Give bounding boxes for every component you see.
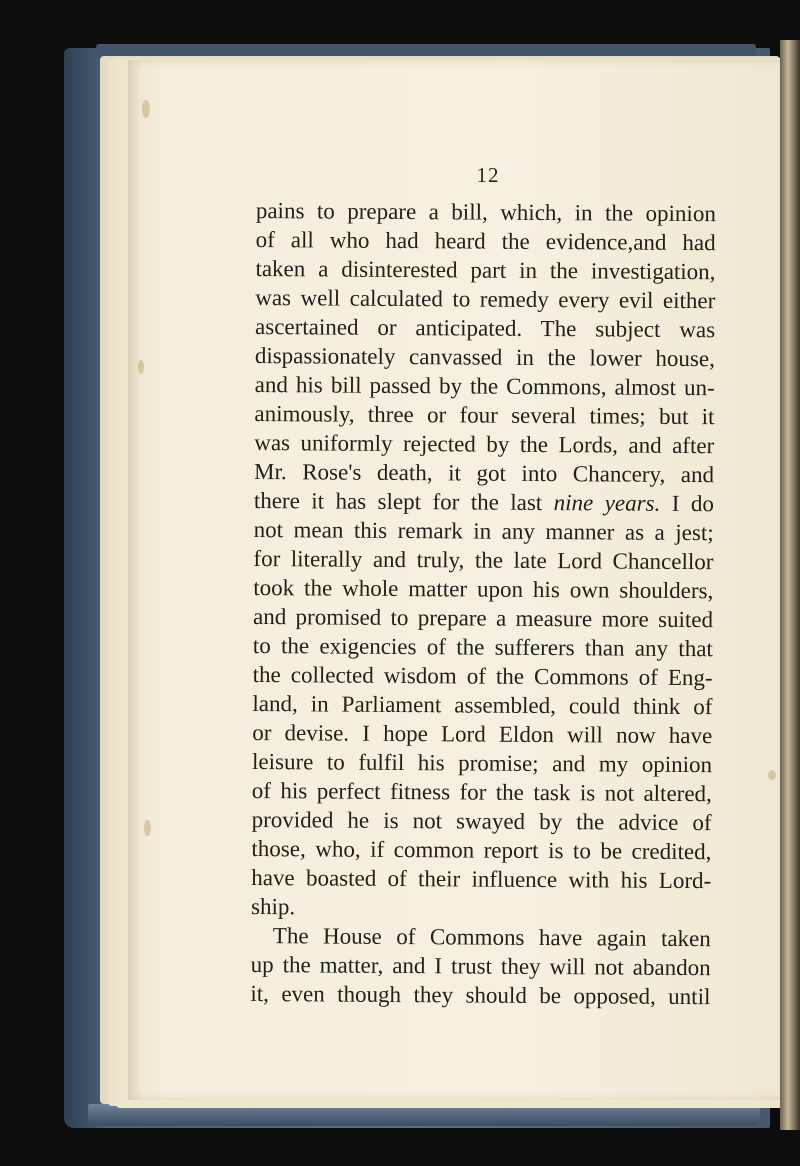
text-line: or devise. I hope Lord Eldon will now have (252, 719, 713, 749)
text-line: ship. (250, 893, 296, 920)
text-line: leisure to fulfil his promise; and my opinion (251, 748, 713, 778)
text-line: have boasted of their influence with his Lord- (251, 864, 712, 894)
text-fragment: there it has slept for the last (253, 487, 543, 516)
text-fragment: I do (671, 490, 714, 517)
text-line: took the whole matter upon his own shoulders, (253, 574, 714, 604)
text-line: animously, three or four several times; but it (254, 400, 715, 430)
text-line-with-italic (254, 486, 714, 518)
text-line: up the matter, and I trust they will not abandon (250, 951, 711, 981)
italic-phrase: nine years. (553, 490, 661, 516)
text-line: ascertained or anticipated. The subject was (255, 313, 716, 343)
foxing-stain (144, 820, 151, 836)
text-line: The House of Commons have again taken (272, 923, 711, 952)
page-number: 12 (476, 163, 500, 187)
text-line: was well calculated to remedy every evil either (255, 284, 716, 314)
text-line: to the exigencies of the sufferers than any that (252, 632, 713, 662)
text-line: was uniformly rejected by the Lords, and after (254, 429, 715, 459)
text-line: of all who had heard the evidence,and had (255, 226, 716, 256)
text-line: pains to prepare a bill, which, in the opinion (255, 197, 716, 227)
text-line: for literally and truly, the late Lord Chancellor (253, 545, 714, 575)
text-line: and promised to prepare a measure more suited (252, 603, 714, 633)
text-line: of his perfect fitness for the task is not altered, (251, 777, 712, 807)
text-line: Mr. Rose's death, it got into Chancery, and (253, 458, 715, 488)
foxing-stain (138, 360, 144, 374)
text-line: land, in Parliament assembled, could think of (252, 690, 713, 720)
text-line: taken a disinterested part in the investigation, (255, 255, 716, 285)
text-line: provided he is not swayed by the advice of (251, 806, 712, 836)
text-line: the collected wisdom of the Commons of Eng- (252, 661, 713, 691)
text-line: dispassionately canvassed in the lower house, (254, 342, 715, 372)
following-pages-edge (780, 40, 800, 1130)
foxing-stain (142, 100, 150, 118)
text-line: it, even though they should be opposed, until (250, 980, 711, 1010)
text-line: not mean this remark in any manner as a jest; (253, 516, 714, 546)
text-line: and his bill passed by the Commons, almost un- (254, 371, 715, 401)
foxing-stain (768, 770, 776, 780)
body-text (250, 196, 716, 1011)
text-line: those, who, if common report is to be credited, (251, 835, 712, 865)
